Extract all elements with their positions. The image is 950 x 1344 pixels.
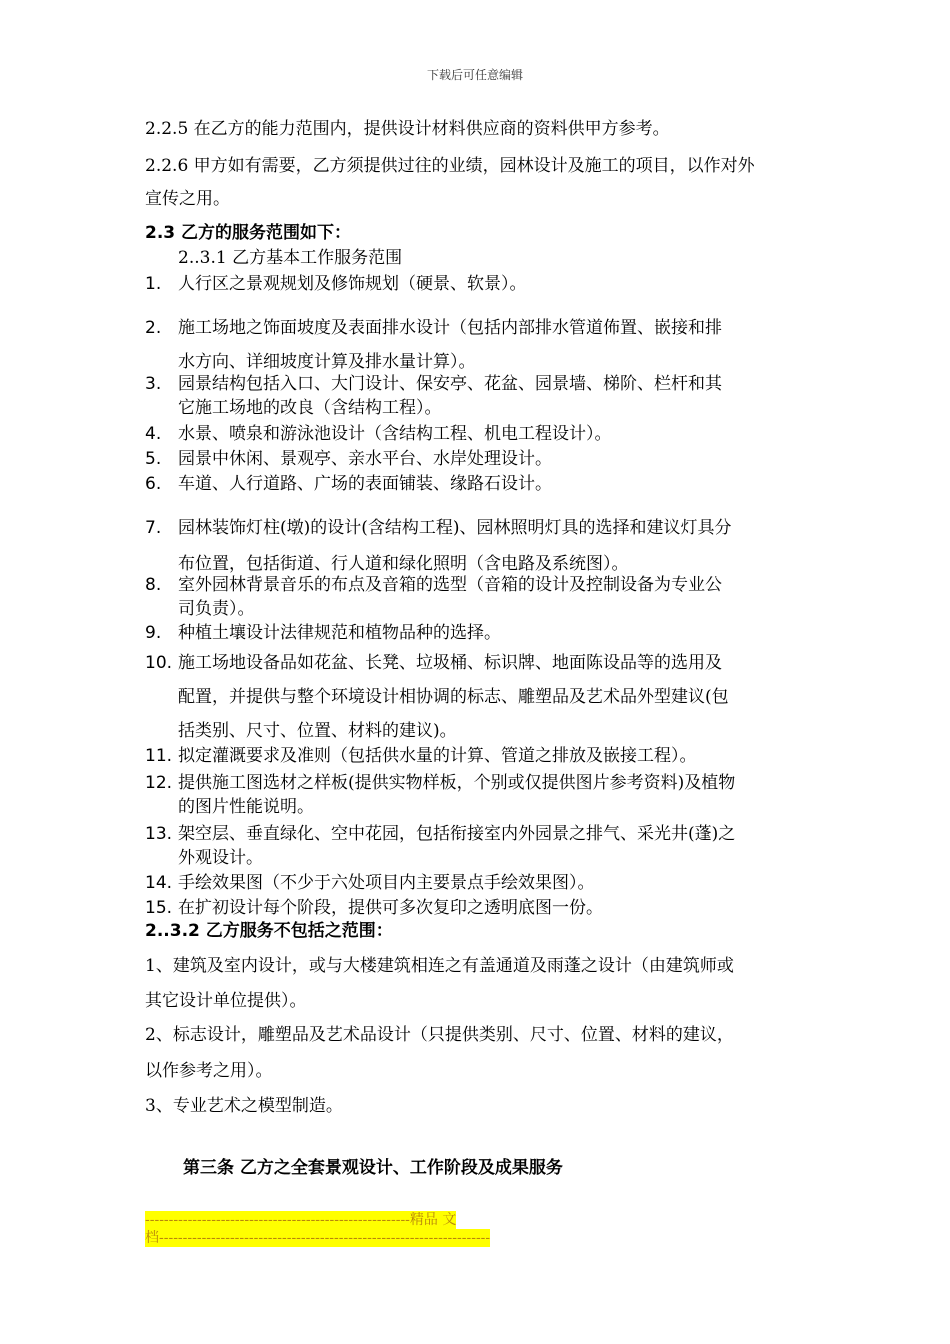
list-item-number: 2. (145, 318, 162, 338)
list-item-number: 10. (145, 653, 173, 673)
list-item-line: 外观设计。 (178, 848, 263, 868)
list-item-text (178, 573, 818, 621)
footer-watermark (145, 1211, 490, 1247)
list-item-number: 1. (145, 274, 162, 294)
list-item-line: 室外园林背景音乐的布点及音箱的选型（音箱的设计及控制设备为专业公 (178, 575, 722, 595)
list-item-line: 园景结构包括入口、大门设计、保安亭、花盆、园景墙、梯阶、栏杆和其 (178, 374, 722, 394)
list-item-text (178, 822, 818, 870)
list-item-text (178, 311, 818, 379)
list-item-number: 14. (145, 873, 173, 893)
list-item-text (178, 472, 818, 496)
heading-2-3: 2.3 乙方的服务范围如下： (145, 223, 352, 243)
list-item-text (178, 646, 818, 748)
list-item-line: 架空层、垂直绿化、空中花园，包括衔接室内外园景之排气、采光井(蓬)之 (178, 824, 736, 844)
list-item-line: 括类别、尺寸、位置、材料的建议)。 (178, 721, 457, 741)
list-item-text (178, 272, 818, 296)
paragraph-exclusion-2-cont: 以作参考之用）。 (145, 1061, 273, 1081)
list-item-line: 布位置，包括街道、行人道和绿化照明（含电路及系统图）。 (178, 554, 629, 574)
list-item-number: 8. (145, 575, 162, 595)
paragraph-2-2-6-cont: 宣传之用。 (145, 189, 230, 209)
paragraph-2-2-6: 2.2.6 甲方如有需要，乙方须提供过往的业绩，园林设计及施工的项目，以作对外 (145, 156, 755, 176)
list-item-line: 水方向、详细坡度计算及排水量计算）。 (178, 352, 476, 372)
list-item-line: 人行区之景观规划及修饰规划（硬景、软景）。 (178, 274, 527, 294)
list-item-line: 施工场地设备品如花盆、长凳、垃圾桶、标识牌、地面陈设品等的选用及 (178, 653, 722, 673)
list-item-line: 手绘效果图（不少于六处项目内主要景点手绘效果图）。 (178, 873, 595, 893)
list-item-line: 车道、人行道路、广场的表面铺装、缘路石设计。 (178, 474, 552, 494)
paragraph-exclusion-3: 3、专业艺术之模型制造。 (145, 1096, 343, 1116)
footer-line-2: 档---------------------------------------------------------------------- (145, 1230, 491, 1246)
list-item-text (178, 510, 818, 582)
list-item-line: 的图片性能说明。 (178, 797, 314, 817)
list-item-text (178, 871, 818, 895)
heading-2-3-2: 2..3.2 乙方服务不包括之范围： (145, 921, 393, 941)
paragraph-exclusion-1-cont: 其它设计单位提供）。 (145, 991, 307, 1011)
list-item-number: 15. (145, 898, 173, 918)
list-item-line: 水景、喷泉和游泳池设计（含结构工程、机电工程设计）。 (178, 424, 612, 444)
list-item-line: 提供施工图选材之样板(提供实物样板，个别或仅提供图片参考资料)及植物 (178, 773, 736, 793)
list-item-text (178, 447, 818, 471)
paragraph-exclusion-1: 1、建筑及室内设计，或与大楼建筑相连之有盖通道及雨蓬之设计（由建筑师或 (145, 956, 734, 976)
list-item-number: 7. (145, 518, 162, 538)
list-item-number: 12. (145, 773, 173, 793)
list-item-number: 5. (145, 449, 162, 469)
list-item-line: 种植土壤设计法律规范和植物品种的选择。 (178, 623, 501, 643)
list-item-number: 11. (145, 746, 173, 766)
list-item-text (178, 744, 818, 768)
list-item-text (178, 771, 818, 819)
paragraph-exclusion-2: 2、标志设计，雕塑品及艺术品设计（只提供类别、尺寸、位置、材料的建议， (145, 1025, 734, 1045)
footer-line-1: --------------------------------------------------------精品 文 (145, 1212, 457, 1228)
list-item-number: 6. (145, 474, 162, 494)
section-3-heading: 第三条 乙方之全套景观设计、工作阶段及成果服务 (183, 1158, 563, 1178)
list-item-text (178, 621, 818, 645)
list-item-line: 园林装饰灯柱(墩)的设计(含结构工程)、园林照明灯具的选择和建议灯具分 (178, 518, 732, 538)
list-item-line: 在扩初设计每个阶段，提供可多次复印之透明底图一份。 (178, 898, 603, 918)
list-item-text (178, 422, 818, 446)
list-item-line: 配置，并提供与整个环境设计相协调的标志、雕塑品及艺术品外型建议(包 (178, 687, 729, 707)
list-item-text (178, 372, 818, 420)
page-header: 下载后可任意编辑 (426, 68, 523, 82)
list-item-line: 施工场地之饰面坡度及表面排水设计（包括内部排水管道佈置、嵌接和排 (178, 318, 722, 338)
list-item-text (178, 896, 818, 920)
list-item-line: 它施工场地的改良（含结构工程）。 (178, 398, 442, 418)
subheading-2-3-1: 2..3.1 乙方基本工作服务范围 (178, 248, 403, 268)
list-item-number: 9. (145, 623, 162, 643)
list-item-line: 拟定灌溉要求及准则（包括供水量的计算、管道之排放及嵌接工程）。 (178, 746, 697, 766)
list-item-line: 园景中休闲、景观亭、亲水平台、水岸处理设计。 (178, 449, 552, 469)
list-item-number: 13. (145, 824, 173, 844)
list-item-line: 司负责）。 (178, 599, 255, 619)
list-item-number: 3. (145, 374, 162, 394)
paragraph-2-2-5: 2.2.5 在乙方的能力范围内，提供设计材料供应商的资料供甲方参考。 (145, 119, 670, 139)
list-item-number: 4. (145, 424, 162, 444)
